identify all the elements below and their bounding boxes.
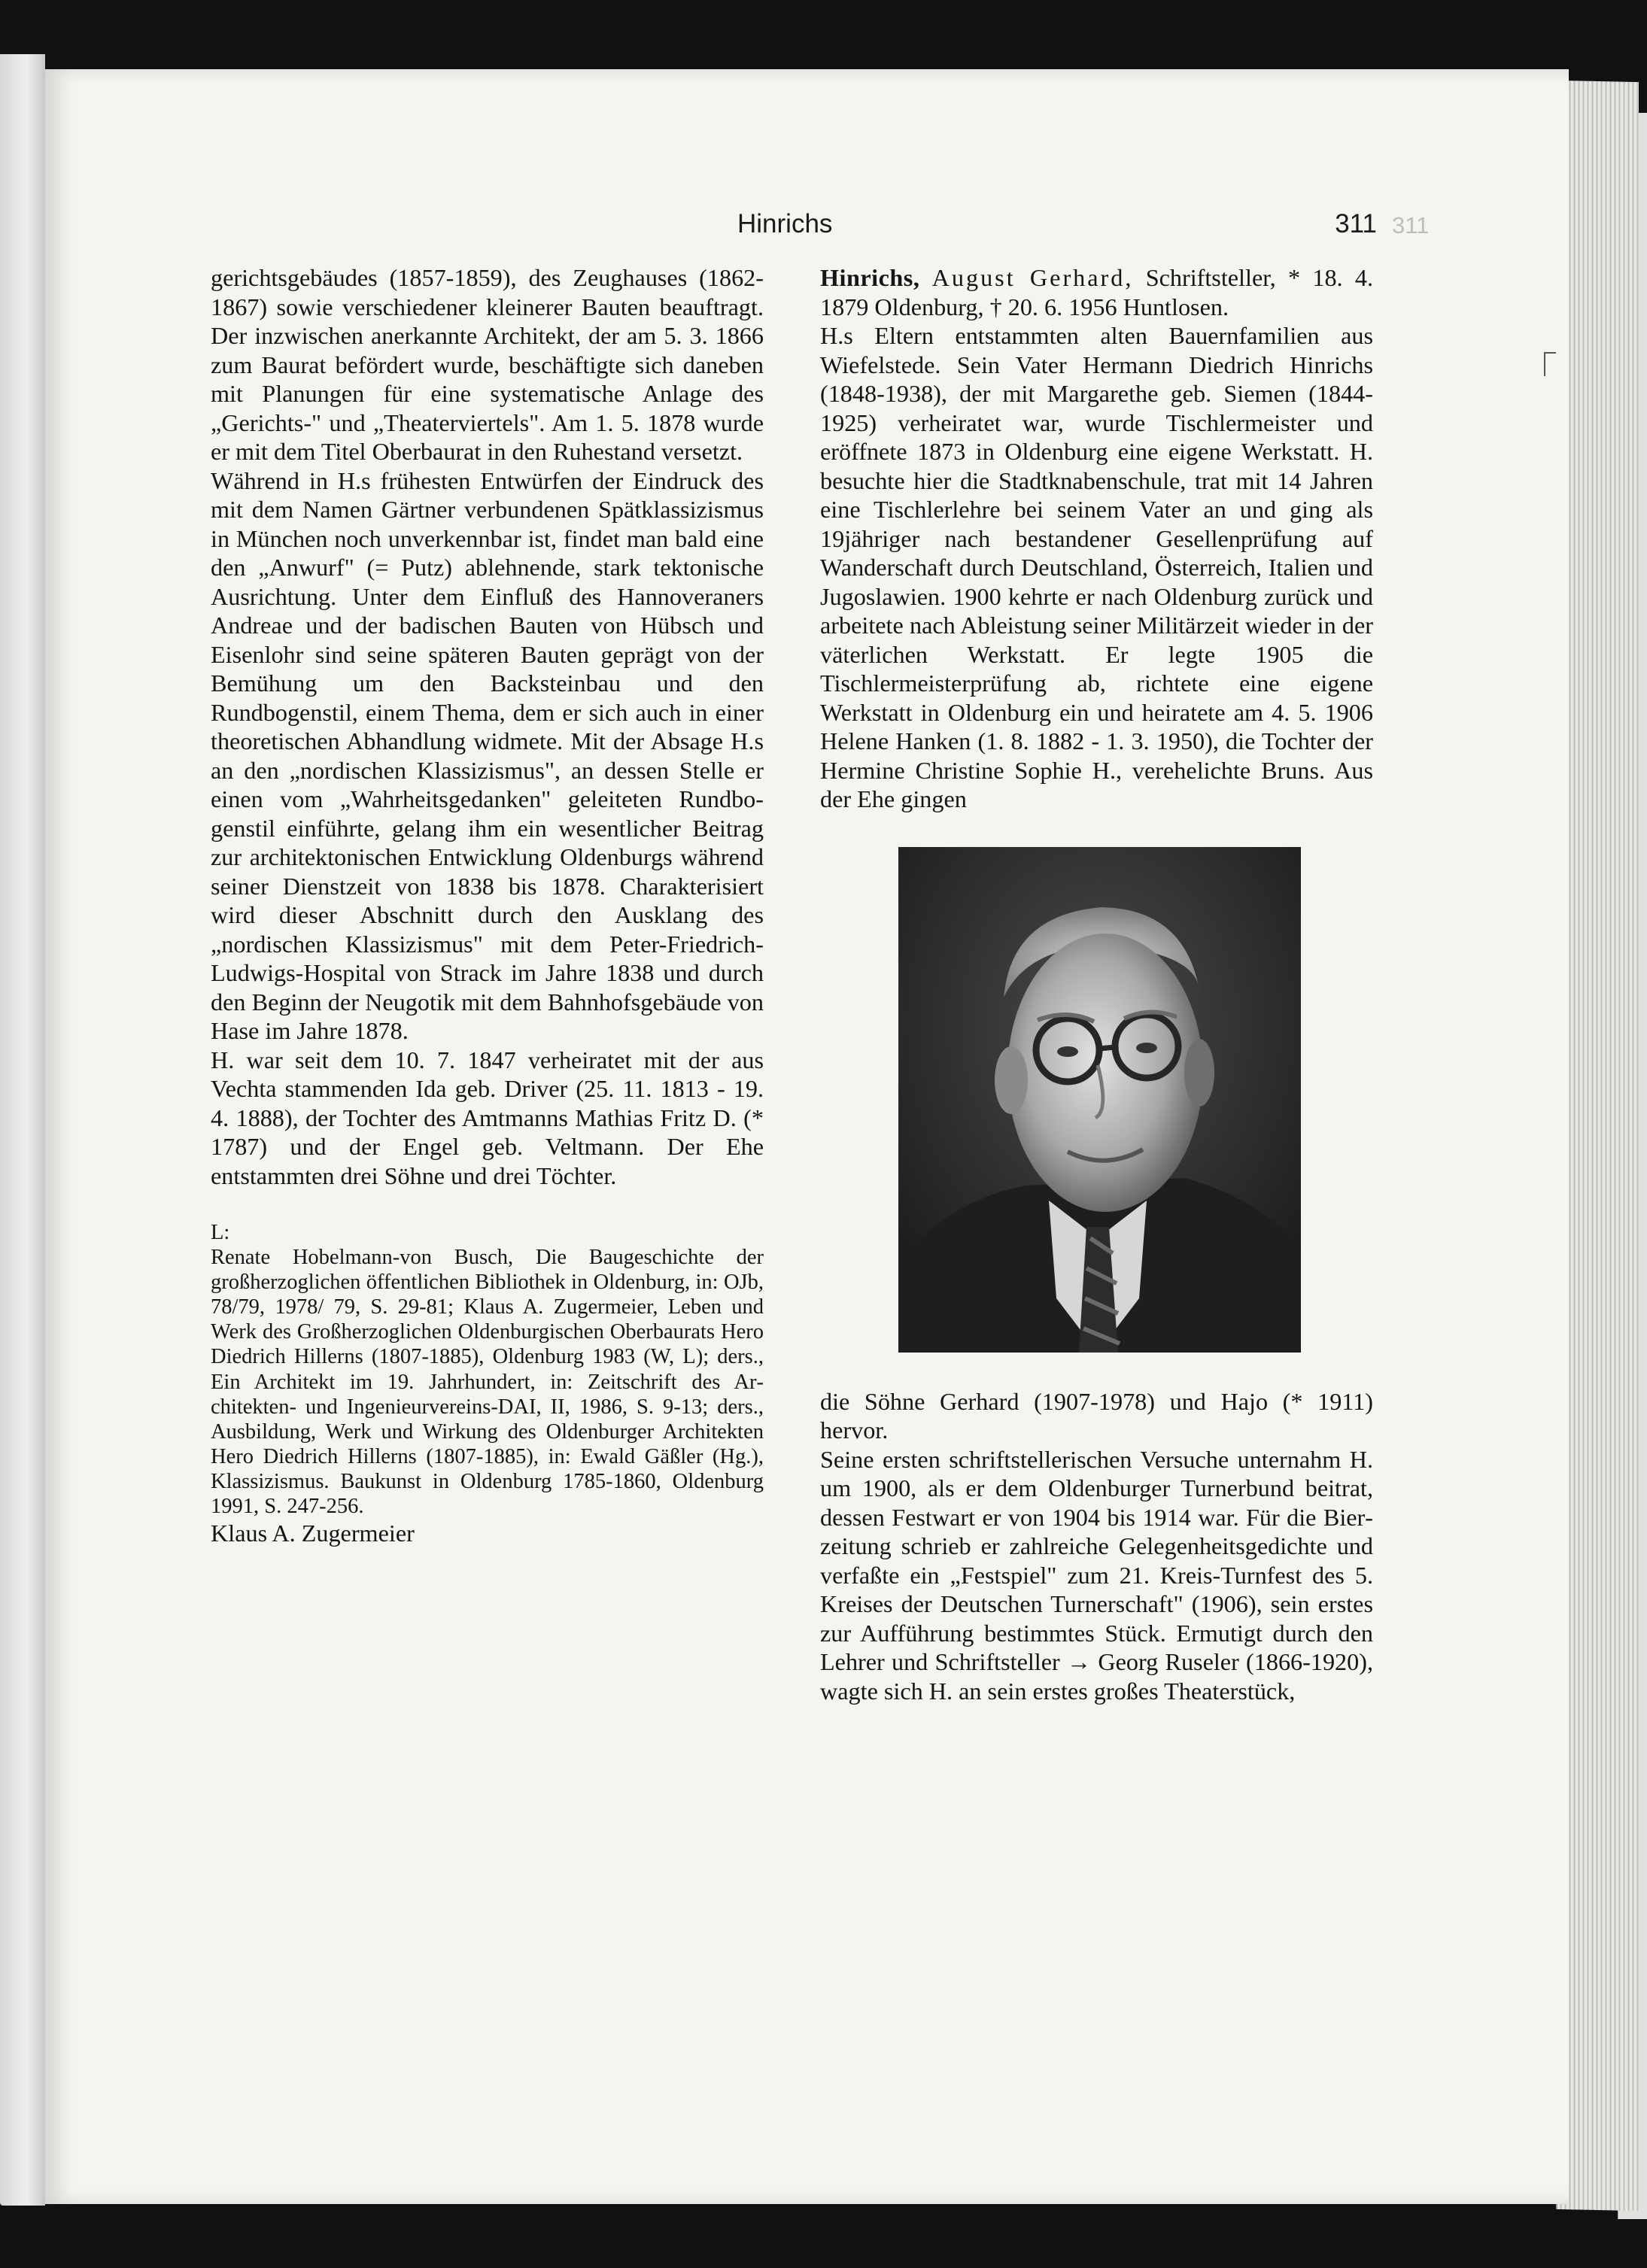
paragraph: H.s Eltern entstammten alten Bauernfamilien aus Wiefelstede. Sein Vater Hermann Diedrich Hinrichs (1848-1938), der mit Margarethe geb. Siemen (1844-1925) verheiratet war, wurde Tischlermeister und eröffnete 1873 in Oldenburg eine eigene Werkstatt. H. besuchte hier die Stadtknabenschule, trat mit 14 Jahren eine Tischlerlehre bei seinem Vater an und ging als 19jähriger nach bestandener Gesellenprüfung auf Wanderschaft durch Deutschland, Österreich, Italien und Jugoslawien. 1900 kehrte er nach Oldenburg zurück und arbeitete nach Ableistung seiner Militärzeit wieder in der väterlichen Werkstatt. Er legte 1905 die Tischlermeisterprüfung ab, richtete eine eigene Werkstatt in Oldenburg ein und heiratete am 4. 5. 1906 Helene Hanken (1. 8. 1882 - 1. 3. 1950), die Tochter der Hermine Christine Sophie H., verehelichte Bruns. Aus der Ehe gingen xyxy=(820,322,1373,812)
entry-name: Hinrichs, xyxy=(820,264,920,291)
literature-heading: L: xyxy=(211,1221,230,1244)
entry-given-names: August Gerhard, xyxy=(931,264,1134,291)
literature-section xyxy=(211,1220,764,1548)
entry-header xyxy=(820,263,1373,321)
previous-page-edge xyxy=(0,54,45,2206)
left-column xyxy=(211,263,764,1548)
paragraph: Während in H.s frühesten Entwürfen der Eindruck des mit dem Namen Gärtner verbundenen Spätklassizismus in München noch unverkennbar ist, findet man bald eine den „Anwurf" (= Putz) ablehnende, stark tektonische Ausrichtung. Unter dem Einfluß des Hannoveraners Andreae und der badischen Bauten von Hübsch und Eisenlohr sind seine späteren Bauten geprägt von der Bemühung um den Backsteinbau und den Rundbogenstil, einem Thema, dem er sich auch in einer theoretischen Abhandlung widmete. Mit der Absage H.s an den „nordischen Klassizismus", an dessen Stelle er einen vom „Wahrheitsgedanken" geleiteten Rundbogenstil einführte, gelang ihm ein wesentlicher Beitrag zur architektonischen Entwicklung Oldenburgs während seiner Dienstzeit von 1838 bis 1878. Charakterisiert wird dieser Abschnitt durch den Ausklang des „nordischen Klassizismus" mit dem Peter-Friedrich-Ludwigs-Hospital von Strack im Jahre 1838 und durch den Beginn der Neugotik mit dem Bahnhofsgebäude von Hase im Jahre 1878. xyxy=(211,466,764,1044)
crop-mark xyxy=(1544,352,1556,376)
portrait-photo xyxy=(898,847,1301,1353)
show-through-page-number: 311 xyxy=(1392,212,1430,238)
page-number: 311 xyxy=(1335,209,1377,238)
running-head xyxy=(226,202,1377,244)
article-author: Klaus A. Zugermeier xyxy=(211,1520,415,1547)
paragraph: gerichtsgebäudes (1857-1859), des Zeughauses (1862-1867) sowie verschiedener kleinerer Bauten beauftragt. Der inzwischen anerkannte Architekt, der am 5. 3. 1866 zum Baurat befördert wurde, beschäftigte sich daneben mit Planungen für eine systematische Anlage des „Gerichts-" und „Theaterviertels". Am 1. 5. 1878 wurde er mit dem Titel Oberbaurat in den Ruhestand versetzt. xyxy=(211,264,764,465)
running-head-title: Hinrichs xyxy=(737,209,833,238)
paragraph: Seine ersten schriftstellerischen Versuche unternahm H. um 1900, als er dem Oldenburger Turnerbund beitrat, dessen Festwart er von 1904 bis 1914 war. Für die Bierzeitung schrieb er zahlreiche Gelegenheitsgedichte und verfaßte ein „Festspiel" zum 21. Kreis-Turnfest des 5. Kreises der Deutschen Turnerschaft" (1906), sein erstes zur Aufführung bestimmtes Stück. Ermutigt durch den Lehrer und Schriftsteller → Georg Ruseler (1866-1920), wagte sich H. an sein erstes großes Theaterstück, xyxy=(820,1445,1373,1705)
paragraph: die Söhne Gerhard (1907-1978) und Hajo (* 1911) hervor. xyxy=(820,1387,1373,1444)
paragraph: H. war seit dem 10. 7. 1847 verheiratet mit der aus Vechta stammenden Ida geb. Driver (25. 11. 1813 - 19. 4. 1888), der Tochter des Amtmanns Mathias Fritz D. (* 1787) und der Engel geb. Veltmann. Der Ehe entstammten drei Söhne und drei Töchter. xyxy=(211,1046,764,1189)
right-column xyxy=(820,263,1373,1705)
entry-life-data: Schriftsteller, * 18. 4. 1879 Oldenburg, † 20. 6. 1956 Huntlosen. xyxy=(820,264,1374,320)
literature-text: Renate Hobelmann-von Busch, Die Baugeschichte der großherzoglichen öffentlichen Bibliothek in Oldenburg, in: OJb, 78/79, 1978/ 79, S. 29-81; Klaus A. Zugermeier, Leben und Werk des Großherzoglichen Oldenburgischen Oberbaurats Hero Diedrich Hillerns (1807-1885), Oldenburg 1983 (W, L); ders., Ein Architekt im 19. Jahrhundert, in: Zeitschrift des Architekten- und Ingenieurvereins-DAI, II, 1986, S. 9-13; ders., Ausbildung, Werk und Wirkung des Oldenburger Architekten Hero Diedrich Hillerns (1807-1885), in: Ewald Gäßler (Hg.), Klassizismus. Baukunst in Oldenburg 1785-1860, Oldenburg 1991, S. 247-256. xyxy=(211,1246,764,1519)
portrait-image xyxy=(898,847,1301,1353)
